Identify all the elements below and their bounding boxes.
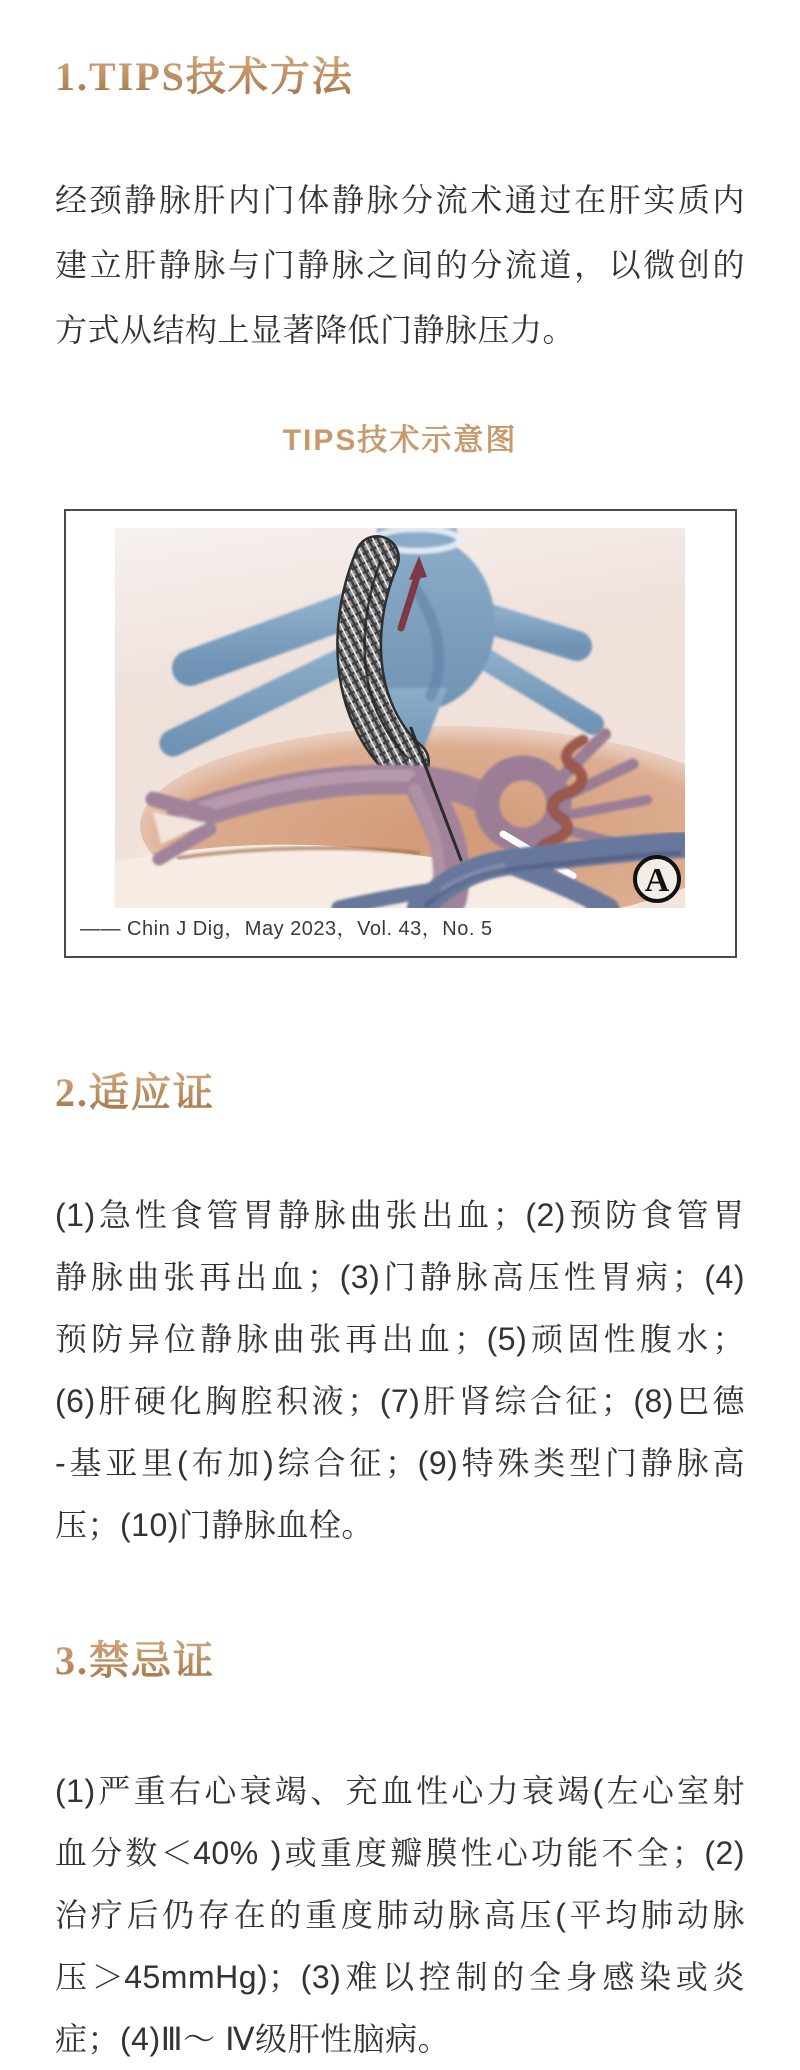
paragraph-line: (6)肝硬化胸腔积液；(7)肝肾综合征；(8)巴德 [55,1382,745,1419]
section2-heading: 2.适应证 [55,1069,215,1115]
panel-a-badge [635,857,679,901]
section1-paragraph [55,168,745,363]
paragraph-line: 压＞45mmHg)；(3)难以控制的全身感染或炎 [55,1959,745,1996]
section2-paragraph [55,1184,745,1556]
figure-credit: —— Chin J Dig，May 2023，Vol. 43，No. 5 [80,917,493,940]
figure-caption: TIPS技术示意图 [282,423,518,457]
paragraph-line: 经颈静脉肝内门体静脉分流术通过在肝实质内 [55,181,745,218]
paragraph-line: 压；(10)门静脉血栓。 [55,1506,374,1543]
paragraph-line: -基亚里(布加)综合征；(9)特殊类型门静脉高 [55,1444,745,1481]
paragraph-line: (1)急性食管胃静脉曲张出血；(2)预防食管胃 [55,1196,745,1233]
paragraph-line: 方式从结构上显著降低门静脉压力。 [55,311,576,348]
section3-heading: 3.禁忌证 [55,1638,215,1684]
paragraph-line: 治疗后仍存在的重度肺动脉高压(平均肺动脉 [55,1897,745,1934]
tips-schematic-figure [64,509,737,958]
paragraph-line: 预防异位静脉曲张再出血；(5)顽固性腹水； [55,1320,745,1357]
paragraph-line: 建立肝静脉与门静脉之间的分流道，以微创的 [55,246,745,283]
section1-heading: 1.TIPS技术方法 [55,53,354,99]
panel-a-letter: A [644,861,670,899]
paragraph-line: 血分数＜40% )或重度瓣膜性心功能不全；(2) [55,1835,745,1872]
paragraph-line: 症；(4)Ⅲ～ Ⅳ级肝性脑病。 [55,2021,451,2058]
tips-vessel-illustration [115,528,685,908]
section3-paragraph [55,1760,745,2070]
paragraph-line: 静脉曲张再出血；(3)门静脉高压性胃病；(4) [55,1258,745,1295]
paragraph-line: (1)严重右心衰竭、充血性心力衰竭(左心室射 [55,1773,745,1810]
